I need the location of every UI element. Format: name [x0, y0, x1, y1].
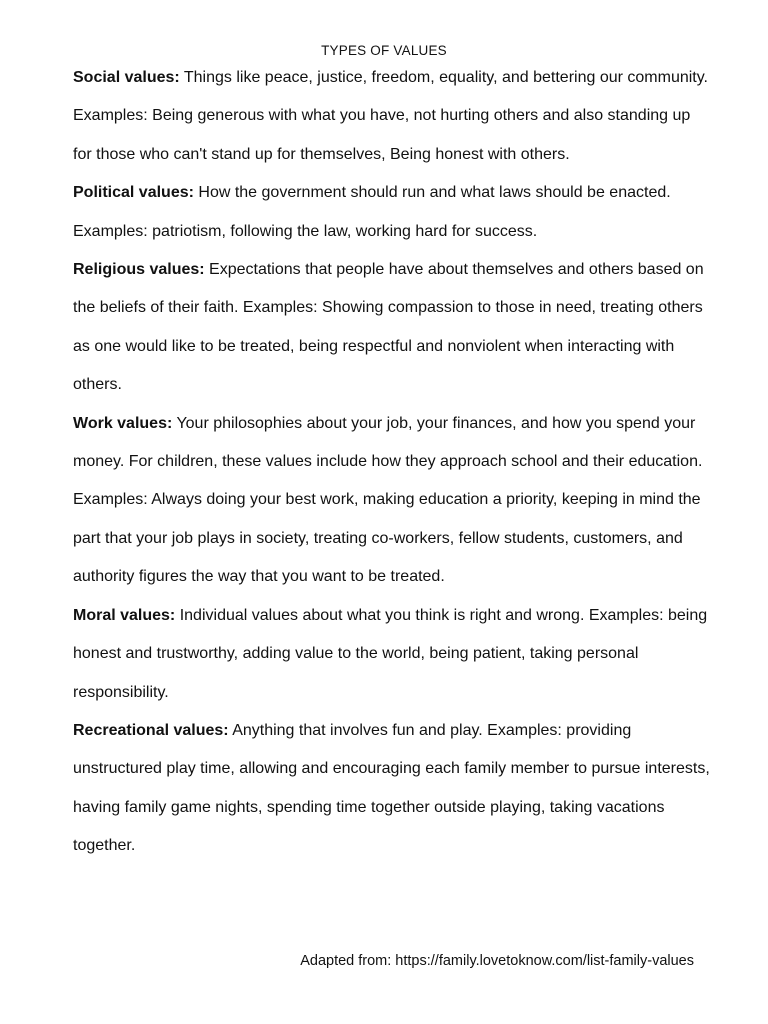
section-text: How the government should run and what laws should be enacted. Examples: patriotism, following the law, working hard for success.: [73, 184, 671, 240]
section-work-values: [73, 405, 713, 597]
section-term: Recreational values:: [73, 721, 229, 739]
document-body: [73, 59, 713, 866]
section-term: Social values:: [73, 69, 180, 86]
section-term: Moral values:: [73, 606, 176, 624]
section-text: Expectations that people have about themselves and others based on the beliefs of their faith. Examples: Showing compassion to those in need, treating others as one would like to be treated, being respectful and nonviolent when interacting with others.: [73, 261, 704, 394]
section-text: Your philosophies about your job, your finances, and how you spend your money. For children, these values include how they approach school and their education. Examples: Always doing your best work, making education a priority, keeping in mind the part that your job plays in society, treating co-workers, fellow students, customers, and authority figures the way that you want to be treated.: [73, 414, 703, 586]
section-political-values: [73, 174, 713, 251]
section-moral-values: [73, 597, 713, 712]
section-social-values: [73, 59, 713, 174]
source-attribution: Adapted from: https://family.lovetoknow.com/list-family-values: [300, 953, 694, 969]
document-title: TYPES OF VALUES: [321, 43, 447, 58]
section-text: Things like peace, justice, freedom, equality, and bettering our community. Examples: Being generous with what you have, not hurting others and also standing up for those who can't stand up for themselves, Being honest with others.: [73, 69, 708, 163]
section-term: Political values:: [73, 184, 194, 202]
section-text: Individual values about what you think is right and wrong. Examples: being honest and trustworthy, adding value to the world, being patient, taking personal responsibility.: [73, 606, 708, 701]
section-text: Anything that involves fun and play. Examples: providing unstructured play time, allowing and encouraging each family member to pursue interests, having family game nights, spending time together outside playing, taking vacations together.: [73, 721, 710, 855]
section-term: Work values:: [73, 414, 173, 432]
section-recreational-values: [73, 712, 713, 866]
section-term: Religious values:: [73, 261, 205, 279]
section-religious-values: [73, 251, 713, 405]
